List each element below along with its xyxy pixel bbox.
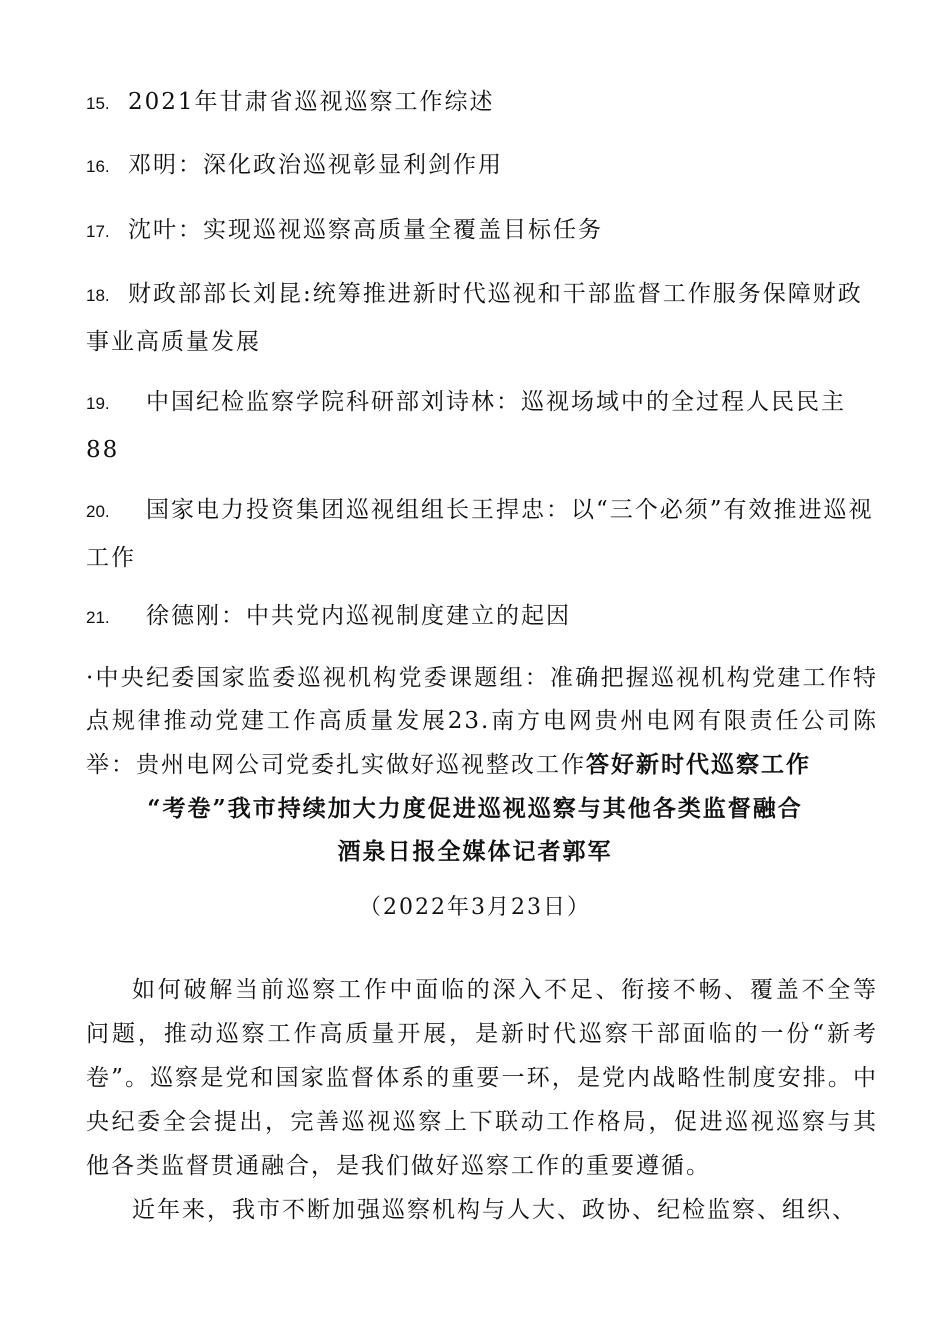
toc-item-21 <box>86 593 876 641</box>
toc-item-15 <box>86 79 876 127</box>
toc-item-17 <box>86 207 876 255</box>
toc-text: 中国纪检监察学院科研部刘诗林：巡视场域中的全过程人民民主88 <box>86 389 846 463</box>
toc-text: 2021年甘肃省巡视巡察工作综述 <box>128 89 495 115</box>
article-paragraph-2: 近年来，我市不断加强巡察机构与人大、政协、纪检监察、组织、 <box>132 1197 857 1223</box>
mixed-paragraph-plain: ·中央纪委国家监委巡视机构党委课题组：准确把握巡视机构党建工作特点规律推动党建工作高质量发展23.南方电网贵州电网有限责任公司陈举：贵州电网公司党委扎实做好巡视整改工作 <box>86 665 878 778</box>
mixed-paragraph <box>86 657 878 787</box>
toc-text: 邓明：深化政治巡视彰显利剑作用 <box>128 152 503 178</box>
toc-text: 财政部部长刘昆:统筹推进新时代巡视和干部监督工作服务保障财政事业高质量发展 <box>86 281 863 355</box>
article-date: （2022年3月23日） <box>359 895 591 920</box>
toc-number: 15. <box>86 94 110 113</box>
toc-number: 21. <box>86 608 110 627</box>
toc-text: 沈叶：实现巡视巡察高质量全覆盖目标任务 <box>128 217 603 243</box>
toc-item-20 <box>86 487 876 581</box>
toc-number: 16. <box>86 157 110 176</box>
toc-number: 19. <box>86 394 110 413</box>
toc-number: 17. <box>86 222 110 241</box>
article-title-line2: “考卷”我市持续加大力度促进巡视巡察与其他各类监督融合 <box>147 795 803 822</box>
article-paragraph-1: 如何破解当前巡察工作中面临的深入不足、衔接不畅、覆盖不全等问题，推动巡察工作高质量开展，是新时代巡察干部面临的一份“新考卷”。巡察是党和国家监督体系的重要一环，是党内战略性制度安排。中央纪委全会提出，完善巡视巡察上下联动工作格局，促进巡视巡察与其他各类监督贯通融合，是我们做好巡察工作的重要遵循。 <box>86 977 878 1179</box>
toc-text: 徐德刚：中共党内巡视制度建立的起因 <box>146 603 571 629</box>
toc-text: 国家电力投资集团巡视组组长王捍忠：以“三个必须”有效推进巡视工作 <box>86 497 874 571</box>
toc-item-18 <box>86 271 876 365</box>
toc-item-16 <box>86 142 876 190</box>
toc-item-19 <box>86 379 876 473</box>
toc-number: 20. <box>86 502 110 521</box>
article-author: 酒泉日报全媒体记者郭军 <box>337 838 613 865</box>
article-title-line1: 答好新时代巡察工作 <box>586 751 811 778</box>
toc-number: 18. <box>86 286 110 305</box>
